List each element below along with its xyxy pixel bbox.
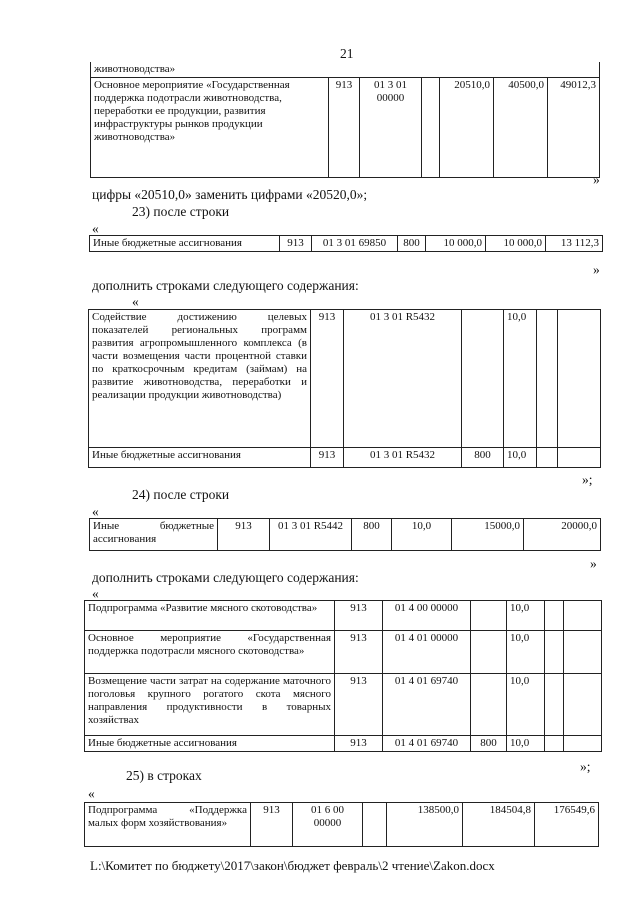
row-value-3: 20000,0 [524, 519, 601, 551]
budget-table-5 [84, 600, 602, 752]
row-code: 913 [329, 78, 360, 178]
row-vr [462, 310, 504, 448]
budget-table-2 [89, 235, 603, 252]
close-quote: »; [582, 472, 593, 487]
row-code: 913 [311, 448, 344, 468]
row-value-3 [558, 448, 601, 468]
row-section: 01 4 01 69740 [383, 736, 471, 752]
row-value-1: 138500,0 [387, 803, 463, 847]
open-quote: « [92, 504, 99, 519]
row-section: 01 3 01 R5432 [344, 448, 462, 468]
row-name: Содействие достижению целевых показателей региональных программ развития агропромышленного комплекса (в части возмещения части процентной ставки по краткосрочным кредитам (займам) на развитие животноводства, переработки и реализации продукции животноводства) [89, 310, 311, 448]
table-row [89, 310, 601, 448]
table-row [90, 519, 601, 551]
table-row [91, 62, 600, 78]
row-vr: 800 [398, 236, 426, 252]
row-name: Основное мероприятие «Государственная поддержка подотрасли мясного скотоводства» [85, 631, 335, 674]
row-code: 913 [335, 674, 383, 736]
table-row [85, 674, 602, 736]
row-value-3: 49012,3 [548, 78, 600, 178]
row-vr [471, 674, 507, 736]
row-value-2 [545, 674, 564, 736]
close-quote: » [593, 172, 600, 187]
row-value-3 [564, 631, 602, 674]
close-quote: » [593, 262, 600, 277]
row-code: 913 [311, 310, 344, 448]
row-value-3: 176549,6 [535, 803, 599, 847]
row-vr [471, 601, 507, 631]
row-name: Основное мероприятие «Государственная поддержка подотрасли животноводства, переработки ее продукции, развития инфраструктуры рынков продукции животноводства» [91, 78, 329, 178]
row-value-3 [564, 736, 602, 752]
row-value-2 [545, 736, 564, 752]
row-value-2 [537, 310, 558, 448]
row-name: Иные бюджетные ассигнования [85, 736, 335, 752]
row-code: 913 [335, 631, 383, 674]
row-value-1: 10,0 [504, 448, 537, 468]
row-value-3 [564, 674, 602, 736]
table-row [85, 601, 602, 631]
row-value-2: 10 000,0 [486, 236, 546, 252]
table-row [85, 803, 599, 847]
row-code: 913 [251, 803, 293, 847]
row-vr: 800 [462, 448, 504, 468]
row-value-1: 20510,0 [440, 78, 494, 178]
row-vr [363, 803, 387, 847]
budget-table-3 [88, 309, 601, 468]
row-vr: 800 [352, 519, 392, 551]
item-25: 25) в строках [126, 768, 202, 783]
row-section: 01 4 00 00000 [383, 601, 471, 631]
row-value-2: 40500,0 [494, 78, 548, 178]
page-number: 21 [340, 46, 354, 61]
add-rows-text: дополнить строками следующего содержания: [92, 570, 359, 585]
row-value-2 [545, 601, 564, 631]
open-quote: « [132, 294, 139, 309]
table-row [85, 631, 602, 674]
row-vr: 800 [471, 736, 507, 752]
row-name: Иные бюджетные ассигнования [90, 236, 280, 252]
row-value-1: 10,0 [507, 736, 545, 752]
add-rows-text: дополнить строками следующего содержания: [92, 278, 359, 293]
row-vr [422, 78, 440, 178]
row-vr [471, 631, 507, 674]
row-value-2 [537, 448, 558, 468]
open-quote: « [92, 221, 99, 236]
replace-text: цифры «20510,0» заменить цифрами «20520,0»; [92, 187, 368, 202]
row-value-3: 13 112,3 [546, 236, 603, 252]
row-value-1: 10 000,0 [426, 236, 486, 252]
close-quote: »; [580, 759, 591, 774]
budget-table-4 [89, 518, 601, 551]
open-quote: « [92, 586, 99, 601]
row-value-1: 10,0 [507, 601, 545, 631]
row-value-3 [558, 310, 601, 448]
table-row [91, 78, 600, 178]
table-row [90, 236, 603, 252]
row-code: 913 [335, 736, 383, 752]
open-quote: « [88, 786, 95, 801]
row-value-3 [564, 601, 602, 631]
row-name: Возмещение части затрат на содержание маточного поголовья крупного рогатого скота мясного направления продуктивности в товарных хозяйствах [85, 674, 335, 736]
row-value-2 [545, 631, 564, 674]
row-section: 01 3 01 00000 [360, 78, 422, 178]
table-row [85, 736, 602, 752]
row-section: 01 4 01 69740 [383, 674, 471, 736]
footer-path: L:\Комитет по бюджету\2017\закон\бюджет февраль\2 чтение\Zakon.docx [90, 858, 495, 873]
row-code: 913 [280, 236, 312, 252]
row-name: Иные бюджетные ассигнования [90, 519, 218, 551]
table-row [89, 448, 601, 468]
budget-table-6 [84, 802, 599, 847]
row-code: 913 [218, 519, 270, 551]
item-24: 24) после строки [132, 487, 230, 502]
row-value-1: 10,0 [507, 631, 545, 674]
row-section: 01 3 01 R5432 [344, 310, 462, 448]
row-value-2: 15000,0 [452, 519, 524, 551]
row-code: 913 [335, 601, 383, 631]
item-23: 23) после строки [132, 204, 230, 219]
row-section: 01 3 01 69850 [312, 236, 398, 252]
row-name: Иные бюджетные ассигнования [89, 448, 311, 468]
row-value-1: 10,0 [507, 674, 545, 736]
row-name: Подпрограмма «Развитие мясного скотоводства» [85, 601, 335, 631]
row-value-1: 10,0 [392, 519, 452, 551]
row-section: 01 4 01 00000 [383, 631, 471, 674]
row-section: 01 3 01 R5442 [270, 519, 352, 551]
budget-table-1 [90, 62, 600, 178]
table-cell: животноводства» [91, 62, 600, 78]
row-value-2: 184504,8 [463, 803, 535, 847]
row-name: Подпрограмма «Поддержка малых форм хозяйствования» [85, 803, 251, 847]
close-quote: » [590, 556, 597, 571]
row-section: 01 6 00 00000 [293, 803, 363, 847]
row-value-1: 10,0 [504, 310, 537, 448]
